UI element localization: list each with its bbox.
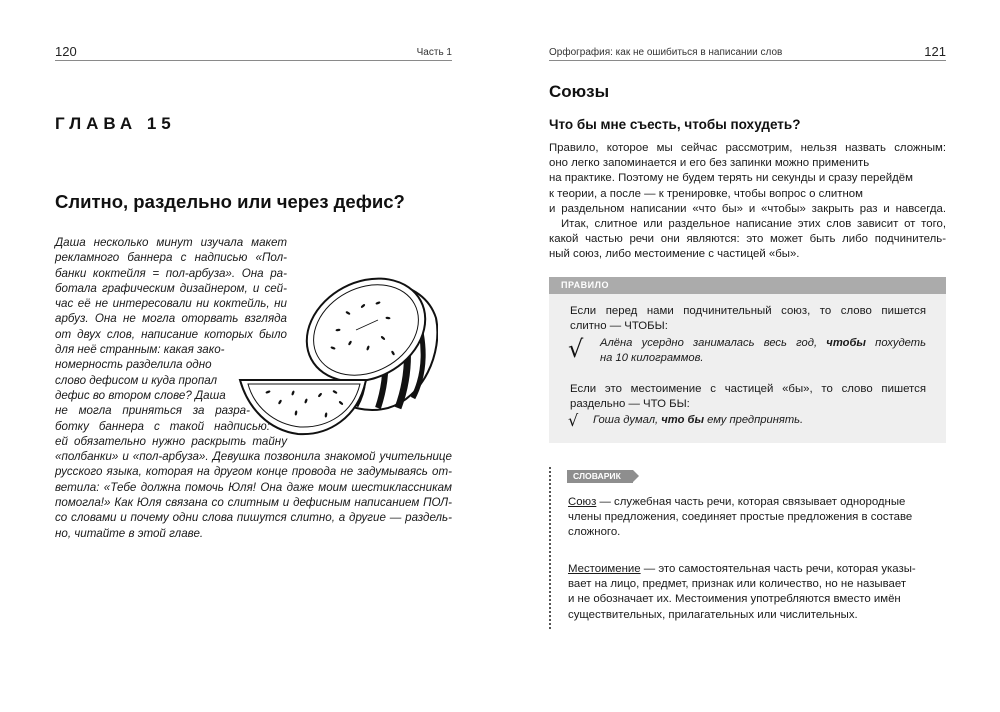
intro-line: помогла!» Как Юля связана со слитным и дефисным написанием ПОЛ-: [55, 496, 452, 510]
glossary-line: и не обозначает их. Местоимения употребляются вместо имён: [568, 593, 901, 606]
rule-line: слитно — ЧТОБЫ:: [570, 320, 668, 333]
glossary-dotted-border: [549, 467, 551, 629]
body-line: на практике. Поэтому не будем терять ни секунды и сразу перейдём: [549, 172, 913, 185]
chapter-label: ГЛАВА 15: [55, 114, 176, 133]
glossary-line: существительных, прилагательных или числительных.: [568, 608, 858, 621]
example-line: [600, 336, 926, 351]
glossary-line: члены предложения, соединяет простые предложения в составе: [568, 511, 913, 524]
intro-line: но, читайте в этой главе.: [55, 526, 204, 540]
glossary-entry-mestoimenie: [568, 562, 946, 623]
running-title: Орфография: как не ошибиться в написании слов: [549, 47, 783, 58]
intro-line: слово дефисом и куда пропал: [55, 373, 218, 387]
rule-line: Если это местоимение с частицей «бы», то слово пишется: [570, 383, 926, 395]
intro-line: для неё странным: какая зако-: [55, 343, 225, 357]
rule-2-text: [570, 382, 926, 412]
checkmark-icon: √: [568, 411, 579, 430]
rule-line: раздельно — ЧТО БЫ:: [570, 398, 690, 411]
body-line: какой частью речи они являются: это может быть либо подчинитель-: [549, 233, 946, 246]
intro-line: русского языка, которая на другом конце провода не задумываясь от-: [55, 465, 452, 479]
example-highlight: что бы: [661, 414, 704, 426]
section-title: Союзы: [549, 82, 610, 101]
rule-line: Если перед нами подчинительный союз, то слово пишется: [570, 305, 926, 317]
glossary-entry-soyuz: [568, 495, 946, 541]
rule-1-text: [570, 304, 926, 334]
intro-line: арбуз. Она не могла оторвать взгляда: [55, 312, 287, 326]
example-text: похудеть: [865, 337, 926, 349]
glossary-definition: — это самостоятельная часть речи, которая указы-: [640, 563, 916, 575]
glossary-line: [568, 495, 946, 510]
running-title: Часть 1: [416, 47, 452, 58]
intro-line: ботала графическим дизайнером, и сей-: [55, 281, 287, 295]
rule-header: ПРАВИЛО: [549, 277, 946, 294]
watermelon-slice-icon: [240, 380, 366, 434]
running-head: [55, 44, 452, 61]
body-line: оно легко запоминается и его без запинки можно применить: [549, 157, 870, 170]
glossary-definition: — служебная часть речи, которая связывает однородные: [596, 496, 906, 508]
intro-line: час её не интересовали ни коктейль, ни: [55, 297, 287, 311]
page-number: 120: [55, 44, 77, 59]
page-number: 121: [924, 44, 946, 59]
body-line: ный союз, либо местоимение с частицей «бы».: [549, 248, 800, 261]
body-line: и раздельном написании «что бы» и «чтобы» закрыть раз и навсегда.: [549, 202, 946, 215]
glossary-tag: СЛОВАРИК: [567, 470, 633, 483]
intro-line: не могла приняться за разра-: [55, 404, 250, 418]
example-text: Гоша думал,: [593, 414, 662, 426]
body-line: Итак, слитное или раздельное написание этих слов зависит от того,: [561, 218, 946, 231]
intro-line: банки коктейля = пол-арбуза». Она ра-: [55, 266, 287, 280]
body-paragraph: [549, 141, 946, 263]
checkmark-icon: √: [568, 335, 584, 363]
intro-line: Даша несколько минут изучала макет: [55, 236, 287, 249]
glossary-term: Союз: [568, 496, 597, 508]
intro-line: ей обязательно нужно раскрыть тайну: [55, 434, 287, 448]
intro-line: дефис во втором слове? Даша: [55, 388, 226, 402]
example-line: [593, 413, 923, 428]
subsection-title: Что бы мне съесть, чтобы похудеть?: [549, 117, 801, 132]
chapter-title: Слитно, раздельно или через дефис?: [55, 191, 405, 212]
body-line: к теории, а после — к тренировке, чтобы вопрос о слитном: [549, 187, 863, 200]
rule-box: [549, 277, 946, 443]
example-1: [600, 336, 926, 366]
running-head: [549, 44, 946, 61]
right-page: [500, 0, 1000, 712]
intro-line: номерность разделила одно: [55, 358, 212, 372]
example-text: ему предпринять.: [704, 414, 804, 426]
example-highlight: чтобы: [826, 337, 866, 349]
glossary-term: Местоимение: [568, 563, 641, 575]
intro-line: со словами и почему одни слова пишутся слитно, а другие — раздель-: [55, 511, 452, 525]
example-line: на 10 килограммов.: [600, 352, 704, 365]
intro-line: от двух слов, написание которых было: [55, 327, 287, 341]
glossary-line: сложного.: [568, 526, 621, 539]
body-line: Правило, которое мы сейчас рассмотрим, нельзя назвать сложным:: [549, 142, 946, 154]
intro-line: «полбанки» и «пол-арбуза». Девушка позвонила знакомой учительнице: [55, 450, 452, 464]
intro-line: ветила: «Тебе должна помочь Юля! Она даже моим шестиклассникам: [55, 480, 452, 494]
glossary-line: [568, 562, 946, 577]
example-text: Алёна усердно занималась весь год,: [600, 337, 827, 349]
watermelon-illustration: [238, 258, 438, 438]
intro-line: ботку баннера с такой надписью:: [55, 419, 270, 433]
glossary-line: вает на лицо, предмет, признак или количество, но не называет: [568, 578, 907, 591]
intro-line: рекламного баннера с надписью «Пол-: [55, 251, 287, 265]
example-2: [593, 413, 923, 428]
